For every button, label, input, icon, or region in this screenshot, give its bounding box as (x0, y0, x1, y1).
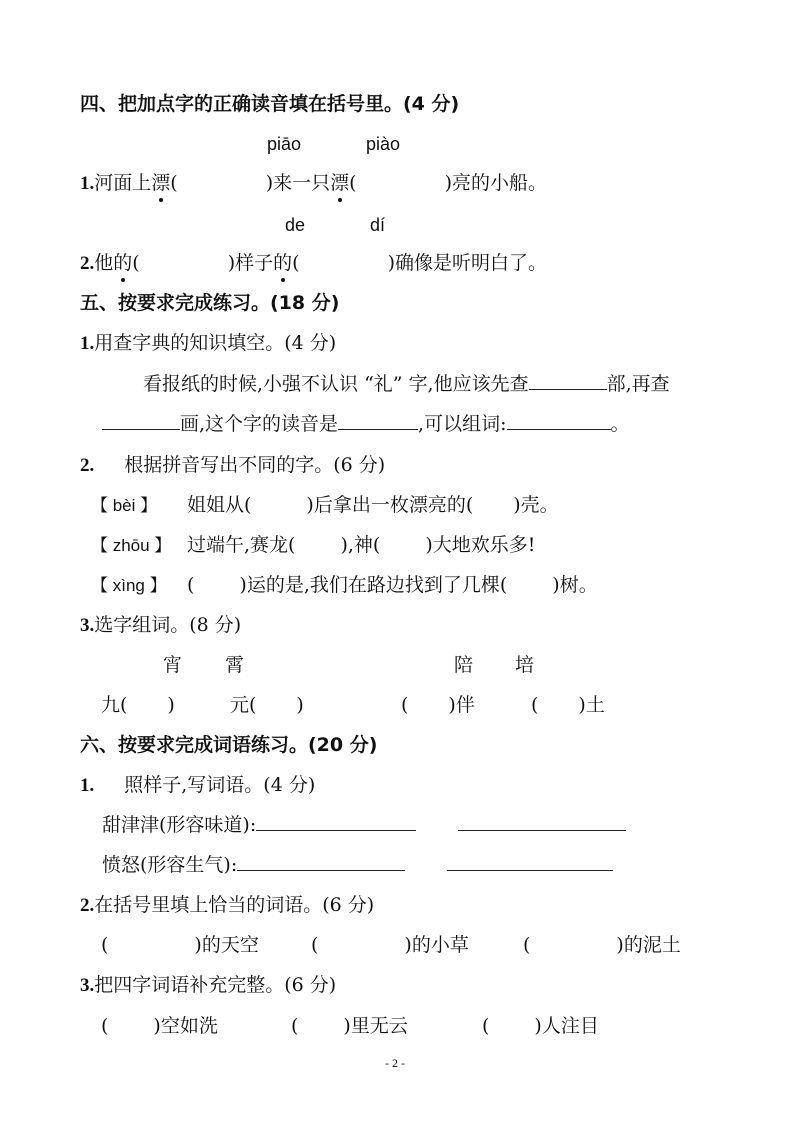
question-number: 1. (80, 173, 95, 194)
idiom-fill-1: ( )空如洗 (101, 1015, 218, 1037)
answer-blank[interactable] (338, 411, 418, 430)
s5-question-3-title: 3.选字组词。(8 分) (80, 614, 242, 636)
char-option: 培 (515, 654, 535, 676)
question-number: 2. (80, 455, 95, 476)
s6-example-2: 愤怒(形容生气): (102, 852, 613, 878)
s4-question-1: 1.河面上漂( )来一只漂( )亮的小船。 (80, 172, 547, 194)
s6-example-1: 甜津津(形容味道): (102, 812, 626, 838)
pinyin-tag: 【 bèi 】 (91, 496, 158, 515)
s5-question-1-title: 1.用查字典的知识填空。(4 分) (80, 332, 337, 354)
s6-question-2-title: 2.在括号里填上恰当的词语。(6 分) (80, 894, 375, 916)
question-number: 3. (80, 975, 95, 996)
word-fill-1: 九( ) (101, 694, 175, 716)
word-fill-3: ( )伴 (401, 694, 475, 716)
section-4-title: 四、把加点字的正确读音填在括号里。(4 分) (80, 93, 460, 115)
question-number: 2. (80, 895, 95, 916)
dotted-char: 漂 (151, 172, 171, 194)
s4-question-2: 2.他的( )样子的( )确像是听明白了。 (80, 252, 547, 274)
question-number: 1. (80, 775, 95, 796)
answer-blank[interactable] (256, 812, 416, 831)
pinyin-de: de (285, 215, 306, 235)
s6-question-1-title: 1. 照样子,写词语。(4 分) (80, 774, 316, 796)
idiom-fill-2: ( )里无云 (291, 1015, 408, 1037)
dotted-char: 的 (113, 252, 133, 274)
dotted-char: 漂 (330, 172, 350, 194)
answer-blank[interactable] (447, 852, 613, 871)
s5-q2-row-bei: 【 bèi 】 姐姐从( )后拿出一枚漂亮的( )壳。 (91, 492, 559, 519)
section-5-title: 五、按要求完成练习。(18 分) (80, 292, 340, 314)
question-number: 1. (80, 333, 95, 354)
char-option: 宵 (163, 654, 183, 676)
phrase-fill-3: ( )的泥土 (523, 934, 681, 956)
phrase-fill-2: ( )的小草 (311, 934, 469, 956)
idiom-fill-3: ( )人注目 (482, 1015, 599, 1037)
phrase-fill-1: ( )的天空 (101, 934, 259, 956)
page-number: - 2 - (385, 1056, 405, 1070)
pinyin-di: dí (370, 215, 386, 235)
answer-blank[interactable] (507, 411, 611, 430)
word-fill-4: ( )土 (531, 694, 605, 716)
s5-q2-row-zhou: 【 zhōu 】 过端午,赛龙( ),神( )大地欢乐多! (91, 532, 535, 559)
question-number: 2. (80, 253, 95, 274)
s5-q1-line-1: 看报纸的时候,小强不认识 “礼” 字,他应该先查 部,再查 (143, 373, 670, 395)
pinyin-piao4: piào (366, 134, 401, 154)
s5-q1-line-2: 画,这个字的读音是 ,可以组词: 。 (102, 411, 630, 437)
answer-blank[interactable] (237, 852, 405, 871)
s5-q2-row-xing: 【 xìng 】 ( )运的是,我们在路边找到了几棵( )树。 (91, 572, 598, 599)
answer-blank[interactable] (458, 812, 626, 831)
char-option: 陪 (454, 654, 474, 676)
pinyin-tag: 【 xìng 】 (91, 576, 167, 595)
pinyin-tag: 【 zhōu 】 (91, 536, 172, 555)
question-number: 3. (80, 615, 95, 636)
answer-blank[interactable] (529, 371, 607, 390)
pinyin-piao1: piāo (267, 134, 302, 154)
section-6-title: 六、按要求完成词语练习。(20 分) (80, 734, 378, 756)
answer-blank[interactable] (102, 411, 180, 430)
word-fill-2: 元( ) (230, 694, 304, 716)
dotted-char: 的 (273, 252, 293, 274)
char-option: 霄 (225, 654, 245, 676)
s6-question-3-title: 3.把四字词语补充完整。(6 分) (80, 974, 337, 996)
s5-question-2-title: 2. 根据拼音写出不同的字。(6 分) (80, 454, 386, 476)
